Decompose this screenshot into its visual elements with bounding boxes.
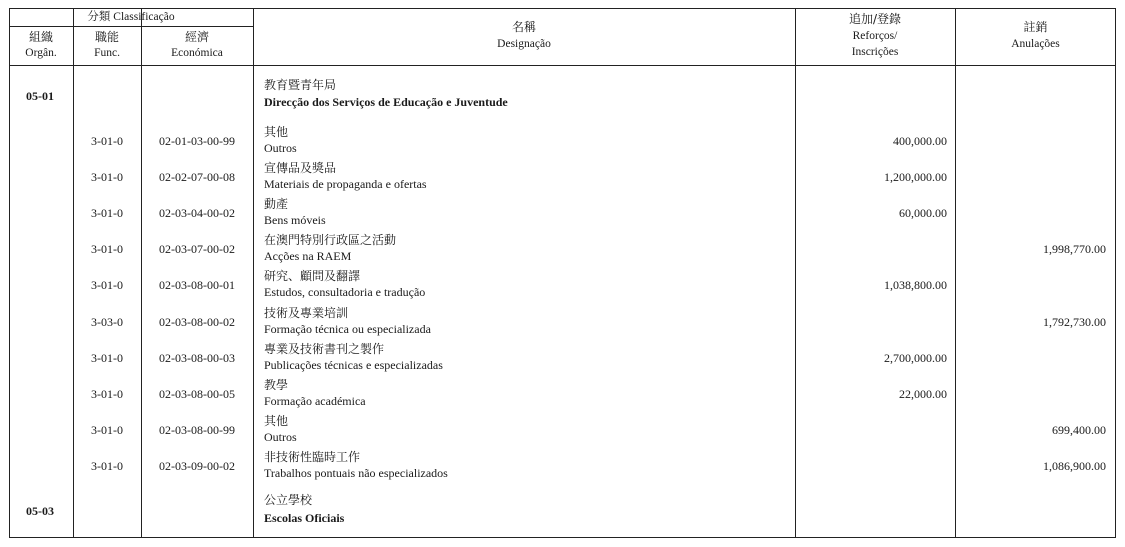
designation-cn: 非技術性臨時工作 [264,449,361,464]
header-func-cn: 職能 [94,30,119,44]
header-designation-cn: 名稱 [511,20,536,34]
designation-cn: 專業及技術書刊之製作 [264,341,385,356]
econ-code: 02-03-08-00-05 [159,386,235,401]
reinforcement-amount: 400,000.00 [893,134,947,148]
func-code: 3-01-0 [91,170,123,185]
section-organ-code: 05-01 [26,89,54,103]
func-code: 3-01-0 [91,458,123,473]
column-divider [253,8,254,538]
designation-pt: Outros [264,141,297,155]
section-name-pt: Escolas Oficiais [264,511,345,525]
header-organ-pt: Orgân. [25,47,57,59]
section-organ-code: 05-03 [26,504,54,518]
header-reinforcements-pt: Reforços/ [852,30,898,42]
reinforcement-amount: 60,000.00 [899,206,947,221]
econ-code: 02-01-03-00-99 [159,134,235,148]
econ-code: 02-03-08-00-03 [159,350,235,365]
designation-pt: Materiais de propaganda e ofertas [264,177,427,192]
reinforcement-amount: 2,700,000.00 [884,350,947,365]
designation-pt: Publicações técnicas e especializadas [264,357,443,372]
econ-code: 02-03-07-00-02 [159,242,235,257]
header-bottom-line [9,65,1116,66]
header-inscriptions-pt: Inscrições [851,46,899,58]
reinforcement-amount: 1,038,800.00 [884,278,947,293]
func-code: 3-01-0 [91,386,123,401]
header-func-pt: Func. [94,47,120,59]
reinforcement-amount: 1,200,000.00 [884,170,947,185]
func-code: 3-01-0 [91,350,123,365]
econ-code: 02-03-04-00-02 [159,206,235,221]
annulment-amount: 1,998,770.00 [1043,242,1106,257]
func-code: 3-01-0 [91,278,123,293]
header-econ-pt: Económica [171,47,223,59]
designation-pt: Acções na RAEM [264,249,352,264]
section-name-cn: 公立學校 [264,493,313,507]
header-annulments-pt: Anulações [1011,38,1060,50]
designation-pt: Estudos, consultadoria e tradução [264,285,426,300]
econ-code: 02-03-09-00-02 [159,458,235,473]
header-classification: 分類 Classificação [87,11,175,23]
econ-code: 02-03-08-00-02 [159,314,235,329]
designation-cn: 其他 [264,125,289,139]
header-subdivider [9,26,253,27]
section-name-cn: 教育暨青年局 [264,78,337,92]
func-code: 3-03-0 [91,314,123,329]
designation-pt: Trabalhos pontuais não especializados [264,465,448,480]
designation-pt: Bens móveis [264,213,326,228]
designation-pt: Formação técnica ou especializada [264,321,431,336]
header-annulments-cn: 註銷 [1023,20,1048,34]
designation-cn: 其他 [264,413,289,428]
designation-pt: Formação académica [264,393,366,408]
designation-cn: 動產 [264,197,289,212]
designation-cn: 技術及專業培訓 [264,305,349,320]
func-code: 3-01-0 [91,206,123,221]
section-name-pt: Direcção dos Serviços de Educação e Juventude [264,95,508,109]
annulment-amount: 1,086,900.00 [1043,458,1106,473]
reinforcement-amount: 22,000.00 [899,386,947,401]
designation-cn: 教學 [264,377,289,392]
func-code: 3-01-0 [91,134,123,148]
column-divider [795,8,796,538]
designation-cn: 在澳門特別行政區之活動 [264,233,397,248]
econ-code: 02-02-07-00-08 [159,170,235,185]
annulment-amount: 699,400.00 [1052,422,1106,437]
econ-code: 02-03-08-00-99 [159,422,235,437]
func-code: 3-01-0 [91,422,123,437]
designation-pt: Outros [264,429,297,444]
designation-cn: 宣傳品及獎品 [264,161,337,176]
header-reinforcements-cn: 追加/登錄 [848,12,902,26]
designation-cn: 研究、顧問及翻譯 [264,269,361,284]
func-code: 3-01-0 [91,242,123,257]
header-designation-pt: Designação [497,38,551,50]
header-organ-cn: 組織 [28,30,53,44]
header-econ-cn: 經濟 [184,30,209,44]
econ-code: 02-03-08-00-01 [159,278,235,293]
annulment-amount: 1,792,730.00 [1043,314,1106,329]
